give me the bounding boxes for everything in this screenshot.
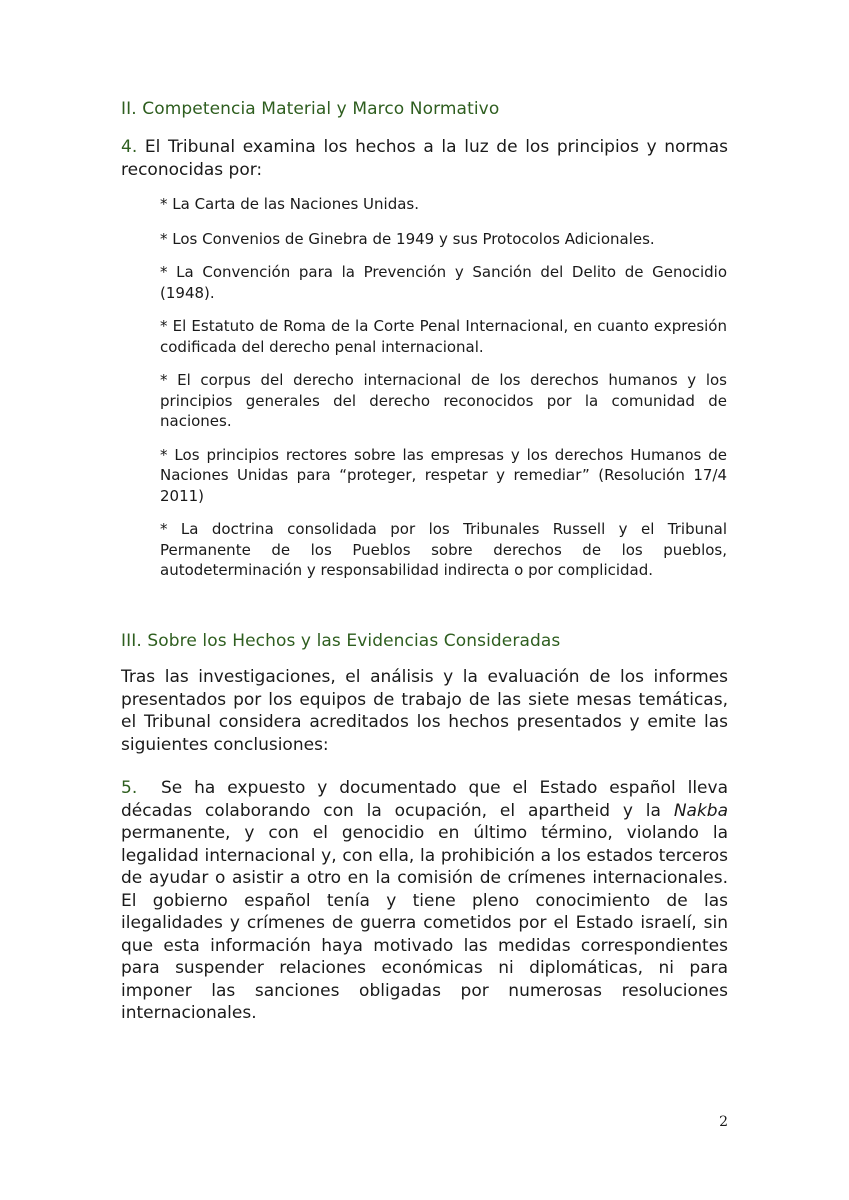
section-3-heading: III. Sobre los Hechos y las Evidencias Consideradas	[121, 631, 561, 651]
paragraph-5	[121, 777, 734, 1025]
paragraph-5-number: 5.	[121, 778, 138, 798]
list-item: * Los Convenios de Ginebra de 1949 y sus Protocolos Adicionales.	[160, 229, 655, 248]
paragraph-4-text: El Tribunal examina los hechos a la luz de los principios y normas reconocidas por:	[121, 137, 728, 180]
list-item: * La Convención para la Prevención y Sanción del Delito de Genocidio (1948).	[160, 263, 727, 302]
list-item: * Los principios rectores sobre las empresas y los derechos Humanos de Naciones Unidas para “proteger, respetar y remediar” (Resolución 17/4 2011)	[160, 445, 727, 505]
section-2-heading: II. Competencia Material y Marco Normativo	[121, 99, 500, 119]
legal-framework-list	[160, 194, 727, 594]
list-item: * La Carta de las Naciones Unidas.	[160, 195, 419, 213]
paragraph-4	[121, 136, 728, 181]
list-item: * La doctrina consolidada por los Tribunales Russell y el Tribunal Permanente de los Pueblos sobre derechos de los pueblos, autodeterminación y responsabilidad indirecta o por complicidad.	[160, 520, 727, 579]
paragraph-5-text-after: permanente, y con el genocidio en último término, violando la legalidad internacional y, con ella, la prohibición a los estados terceros de ayudar o asistir a otro en la comisión de crímenes internacionales. El gobierno español tenía y tiene pleno conocimiento de las ilegalidades y crímenes de guerra cometidos por el Estado israelí, sin que esta información haya motivado las medidas correspondientes para suspender relaciones económicas ni diplomáticas, ni para imponer las sanciones obligadas por numerosas resoluciones internacionales.	[121, 823, 728, 1023]
paragraph-5-emphasis: Nakba	[673, 800, 728, 821]
paragraph-4-number: 4.	[121, 137, 138, 157]
paragraph-5-text-before: Se ha expuesto y documentado que el Estado español lleva décadas colaborando con la ocupación, el apartheid y la	[121, 778, 734, 821]
section-3-intro: Tras las investigaciones, el análisis y la evaluación de los informes presentados por los equipos de trabajo de las siete mesas temáticas, el Tribunal considera acreditados los hechos presentados y emite las siguientes conclusiones:	[121, 667, 728, 755]
page-number: 2	[719, 1114, 728, 1130]
list-item: * El corpus del derecho internacional de los derechos humanos y los principios generales del derecho reconocidos por la comunidad de naciones.	[160, 371, 727, 430]
list-item: * El Estatuto de Roma de la Corte Penal Internacional, en cuanto expresión codificada del derecho penal internacional.	[160, 317, 727, 356]
